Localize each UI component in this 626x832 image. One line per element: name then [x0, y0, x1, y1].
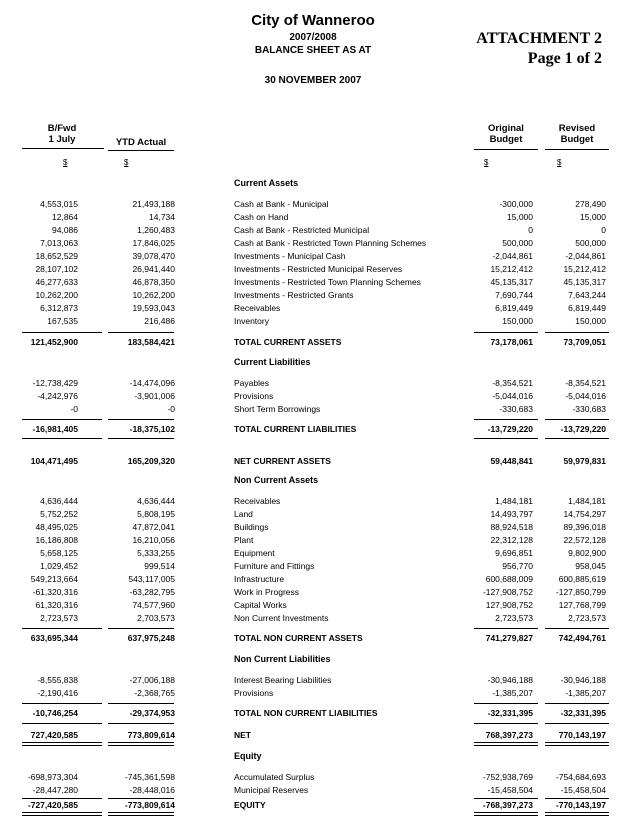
ytd-value: 74,577,960: [132, 600, 175, 610]
revised-value: 7,643,244: [568, 290, 606, 300]
revised-value: 15,212,412: [563, 264, 606, 274]
non-current-asset-row: [0, 495, 626, 508]
original-value: 150,000: [502, 316, 533, 326]
rule-line: [545, 723, 609, 724]
revised-value: 742,494,761: [558, 633, 606, 643]
ytd-value: 999,514: [144, 561, 175, 571]
revised-value: 45,135,317: [563, 277, 606, 287]
rule-line: [474, 628, 538, 629]
line-description: TOTAL NON CURRENT LIABILITIES: [234, 708, 378, 718]
ytd-value: 21,493,188: [132, 199, 175, 209]
non-current-asset-row: [0, 599, 626, 612]
col-ytd-header: [108, 137, 174, 148]
original-value: -5,044,016: [492, 391, 533, 401]
rule-line: [22, 332, 102, 333]
rule-line: [108, 438, 174, 439]
col-ytd-underline: [108, 150, 174, 151]
bfwd-value: 48,495,025: [35, 522, 78, 532]
revised-value: -754,684,693: [555, 772, 606, 782]
current-liability-row: [0, 390, 626, 403]
bfwd-value: 4,636,444: [40, 496, 78, 506]
ytd-value: -0: [167, 404, 175, 414]
rule-line: [108, 723, 174, 724]
rule-line: [545, 438, 609, 439]
line-description: Non Current Investments: [234, 613, 329, 623]
double-rule: [474, 812, 538, 816]
bfwd-value: -4,242,976: [37, 391, 78, 401]
line-description: TOTAL NON CURRENT ASSETS: [234, 633, 363, 643]
line-description: NET: [234, 730, 251, 740]
ytd-value: 19,593,043: [132, 303, 175, 313]
line-description: Accumulated Surplus: [234, 772, 315, 782]
currency-ytd: $: [124, 158, 129, 167]
bfwd-value: 46,277,633: [35, 277, 78, 287]
bfwd-value: 7,013,063: [40, 238, 78, 248]
bfwd-value: 94,086: [52, 225, 78, 235]
ytd-value: 165,209,320: [127, 456, 175, 466]
revised-value: 958,045: [575, 561, 606, 571]
double-rule: [108, 812, 174, 816]
rule-line: [545, 628, 609, 629]
col-bfwd-line2: 1 July: [48, 134, 76, 145]
original-value: -13,729,220: [487, 424, 533, 434]
section-equity: Equity: [234, 751, 262, 761]
original-value: -330,683: [499, 404, 533, 414]
rule-line: [22, 438, 102, 439]
line-description: Investments - Restricted Town Planning Schemes: [234, 277, 421, 287]
original-value: -8,354,521: [492, 378, 533, 388]
line-description: Receivables: [234, 496, 281, 506]
bfwd-value: -61,320,316: [32, 587, 78, 597]
current-asset-row: [0, 250, 626, 263]
line-description: EQUITY: [234, 800, 266, 810]
rule-line: [545, 419, 609, 420]
line-description: Land: [234, 509, 253, 519]
ytd-value: 2,703,573: [137, 613, 175, 623]
page-label: Page 1 of 2: [527, 50, 602, 67]
ytd-value: 183,584,421: [127, 337, 175, 347]
col-revised-header: [545, 123, 609, 145]
currency-revised: $: [557, 158, 562, 167]
current-asset-row: [0, 237, 626, 250]
total-equity-row: [0, 799, 626, 812]
bfwd-value: 121,452,900: [30, 337, 78, 347]
line-description: Furniture and Fittings: [234, 561, 315, 571]
revised-value: -330,683: [572, 404, 606, 414]
current-liability-row: [0, 377, 626, 390]
equity-row: [0, 771, 626, 784]
fiscal-year: 2007/2008: [289, 32, 337, 43]
org-title: City of Wanneroo: [251, 12, 375, 29]
revised-value: 500,000: [575, 238, 606, 248]
revised-value: 59,979,831: [563, 456, 606, 466]
original-value: 768,397,273: [485, 730, 533, 740]
double-rule: [22, 812, 102, 816]
bfwd-value: 727,420,585: [30, 730, 78, 740]
original-value: 956,770: [502, 561, 533, 571]
original-value: 15,212,412: [490, 264, 533, 274]
original-value: -2,044,861: [492, 251, 533, 261]
revised-value: 15,000: [580, 212, 606, 222]
non-current-liability-row: [0, 674, 626, 687]
ytd-value: -14,474,096: [129, 378, 175, 388]
revised-value: 2,723,573: [568, 613, 606, 623]
bfwd-value: 5,752,252: [40, 509, 78, 519]
line-description: Cash at Bank - Restricted Town Planning Schemes: [234, 238, 427, 248]
rule-line: [474, 438, 538, 439]
revised-value: 89,396,018: [563, 522, 606, 532]
rule-line: [22, 419, 102, 420]
bfwd-value: -698,973,304: [27, 772, 78, 782]
bfwd-value: -2,190,416: [37, 688, 78, 698]
non-current-asset-row: [0, 534, 626, 547]
revised-value: -1,385,207: [565, 688, 606, 698]
bfwd-value: -28,447,280: [32, 785, 78, 795]
ytd-value: 5,808,195: [137, 509, 175, 519]
original-value: 6,819,449: [495, 303, 533, 313]
ytd-value: -3,901,006: [134, 391, 175, 401]
col-bfwd-line1: B/Fwd: [47, 123, 77, 134]
line-description: Provisions: [234, 391, 274, 401]
revised-value: -8,354,521: [565, 378, 606, 388]
rule-line: [545, 332, 609, 333]
original-value: -1,385,207: [492, 688, 533, 698]
line-description: Inventory: [234, 316, 269, 326]
col-bfwd-header: [22, 123, 102, 145]
double-rule: [545, 742, 609, 746]
ytd-value: -28,448,016: [129, 785, 175, 795]
equity-row: [0, 784, 626, 797]
ytd-value: -2,368,765: [134, 688, 175, 698]
col-original-header: [474, 123, 538, 145]
total-current-assets-row: [0, 336, 626, 349]
non-current-asset-row: [0, 521, 626, 534]
bfwd-value: 6,312,873: [40, 303, 78, 313]
revised-value: -13,729,220: [560, 424, 606, 434]
revised-value: 22,572,128: [563, 535, 606, 545]
bfwd-value: 167,535: [47, 316, 78, 326]
line-description: TOTAL CURRENT ASSETS: [234, 337, 342, 347]
report-subtitle: BALANCE SHEET AS AT: [254, 45, 372, 56]
bfwd-value: 5,658,125: [40, 548, 78, 558]
bfwd-value: -16,981,405: [32, 424, 78, 434]
ytd-value: -773,809,614: [124, 800, 175, 810]
revised-value: -2,044,861: [565, 251, 606, 261]
bfwd-value: 18,652,529: [35, 251, 78, 261]
bfwd-value: 61,320,316: [35, 600, 78, 610]
line-description: Capital Works: [234, 600, 287, 610]
total-non-current-liabilities-row: [0, 707, 626, 720]
double-rule: [545, 812, 609, 816]
ytd-value: 26,941,440: [132, 264, 175, 274]
line-description: Short Term Borrowings: [234, 404, 321, 414]
original-value: -30,946,188: [487, 675, 533, 685]
ytd-value: -745,361,598: [124, 772, 175, 782]
col-revised-line2: Budget: [560, 134, 594, 145]
col-ytd-label: YTD Actual: [115, 137, 167, 148]
revised-value: -127,850,799: [555, 587, 606, 597]
original-value: 73,178,061: [490, 337, 533, 347]
revised-value: -770,143,197: [555, 800, 606, 810]
total-non-current-assets-row: [0, 632, 626, 645]
original-value: 0: [528, 225, 533, 235]
current-asset-row: [0, 224, 626, 237]
double-rule: [474, 742, 538, 746]
section-current-liabilities: Current Liabilities: [234, 357, 311, 367]
ytd-value: 637,975,248: [127, 633, 175, 643]
original-value: 45,135,317: [490, 277, 533, 287]
rule-line: [108, 703, 174, 704]
revised-value: 127,768,799: [558, 600, 606, 610]
ytd-value: 17,846,025: [132, 238, 175, 248]
original-value: 59,448,841: [490, 456, 533, 466]
non-current-asset-row: [0, 560, 626, 573]
current-asset-row: [0, 302, 626, 315]
revised-value: 770,143,197: [558, 730, 606, 740]
original-value: -768,397,273: [482, 800, 533, 810]
section-current-assets: Current Assets: [234, 178, 299, 188]
rule-line: [22, 628, 102, 629]
revised-value: 600,885,619: [558, 574, 606, 584]
revised-value: -5,044,016: [565, 391, 606, 401]
double-rule: [108, 742, 174, 746]
report-date: 30 NOVEMBER 2007: [264, 75, 362, 86]
line-description: Cash on Hand: [234, 212, 289, 222]
revised-value: -30,946,188: [560, 675, 606, 685]
revised-value: 73,709,051: [563, 337, 606, 347]
current-asset-row: [0, 289, 626, 302]
non-current-asset-row: [0, 612, 626, 625]
line-description: Plant: [234, 535, 254, 545]
ytd-value: 543,117,005: [128, 574, 175, 584]
rule-line: [474, 419, 538, 420]
ytd-value: 46,878,350: [132, 277, 175, 287]
line-description: Cash at Bank - Restricted Municipal: [234, 225, 370, 235]
bfwd-value: 1,029,452: [40, 561, 78, 571]
original-value: 600,688,009: [485, 574, 533, 584]
current-asset-row: [0, 263, 626, 276]
bfwd-value: -8,555,838: [37, 675, 78, 685]
ytd-value: -27,006,188: [129, 675, 175, 685]
bfwd-value: 10,262,200: [35, 290, 78, 300]
line-description: Investments - Municipal Cash: [234, 251, 346, 261]
original-value: 22,312,128: [490, 535, 533, 545]
section-non-current-liabilities: Non Current Liabilities: [234, 654, 331, 664]
ytd-value: -63,282,795: [129, 587, 175, 597]
rule-line: [108, 419, 174, 420]
bfwd-value: 16,186,808: [35, 535, 78, 545]
rule-line: [22, 723, 102, 724]
current-asset-row: [0, 198, 626, 211]
ytd-value: -29,374,953: [129, 708, 175, 718]
bfwd-value: -10,746,254: [32, 708, 78, 718]
bfwd-value: 4,553,015: [40, 199, 78, 209]
ytd-value: 16,210,056: [132, 535, 175, 545]
line-description: Work in Progress: [234, 587, 300, 597]
ytd-value: 47,872,041: [132, 522, 175, 532]
current-asset-row: [0, 315, 626, 328]
original-value: -15,458,504: [487, 785, 533, 795]
revised-value: 278,490: [575, 199, 606, 209]
original-value: 500,000: [502, 238, 533, 248]
bfwd-value: 549,213,664: [30, 574, 78, 584]
rule-line: [22, 703, 102, 704]
original-value: 2,723,573: [495, 613, 533, 623]
ytd-value: 39,078,470: [132, 251, 175, 261]
original-value: -127,908,752: [482, 587, 533, 597]
section-non-current-assets: Non Current Assets: [234, 475, 319, 485]
rule-line: [474, 703, 538, 704]
original-value: 7,690,744: [495, 290, 533, 300]
line-description: Municipal Reserves: [234, 785, 309, 795]
rule-line: [474, 723, 538, 724]
current-asset-row: [0, 276, 626, 289]
ytd-value: 4,636,444: [137, 496, 175, 506]
non-current-asset-row: [0, 547, 626, 560]
current-liability-row: [0, 403, 626, 416]
bfwd-value: -727,420,585: [27, 800, 78, 810]
original-value: 9,696,851: [495, 548, 533, 558]
revised-value: 1,484,181: [568, 496, 606, 506]
original-value: 14,493,797: [490, 509, 533, 519]
line-description: Interest Bearing Liabilities: [234, 675, 332, 685]
net-current-assets-row: [0, 455, 626, 468]
total-current-liabilities-row: [0, 423, 626, 436]
col-revised-underline: [545, 149, 609, 150]
col-revised-line1: Revised: [558, 123, 596, 134]
line-description: Buildings: [234, 522, 269, 532]
rule-line: [545, 703, 609, 704]
original-value: 1,484,181: [495, 496, 533, 506]
ytd-value: 216,486: [144, 316, 175, 326]
ytd-value: -18,375,102: [129, 424, 175, 434]
ytd-value: 14,734: [149, 212, 175, 222]
bfwd-value: 2,723,573: [40, 613, 78, 623]
bfwd-value: -0: [70, 404, 78, 414]
non-current-asset-row: [0, 573, 626, 586]
original-value: 88,924,518: [490, 522, 533, 532]
ytd-value: 773,809,614: [127, 730, 175, 740]
revised-value: 14,754,297: [563, 509, 606, 519]
col-original-underline: [474, 149, 538, 150]
rule-line: [474, 332, 538, 333]
original-value: -300,000: [499, 199, 533, 209]
line-description: Infrastructure: [234, 574, 285, 584]
bfwd-value: 12,864: [52, 212, 78, 222]
ytd-value: 5,333,255: [137, 548, 175, 558]
revised-value: 6,819,449: [568, 303, 606, 313]
rule-line: [108, 628, 174, 629]
net-row: [0, 729, 626, 742]
revised-value: 150,000: [575, 316, 606, 326]
bfwd-value: 104,471,495: [30, 456, 78, 466]
original-value: -752,938,769: [482, 772, 533, 782]
line-description: Investments - Restricted Grants: [234, 290, 354, 300]
revised-value: 9,802,900: [568, 548, 606, 558]
non-current-liability-row: [0, 687, 626, 700]
line-description: TOTAL CURRENT LIABILITIES: [234, 424, 357, 434]
col-bfwd-underline: [22, 148, 104, 149]
line-description: NET CURRENT ASSETS: [234, 456, 331, 466]
revised-value: 0: [601, 225, 606, 235]
double-rule: [22, 742, 102, 746]
line-description: Cash at Bank - Municipal: [234, 199, 329, 209]
line-description: Receivables: [234, 303, 281, 313]
original-value: 15,000: [507, 212, 533, 222]
currency-bfwd: $: [63, 158, 68, 167]
ytd-value: 10,262,200: [132, 290, 175, 300]
revised-value: -15,458,504: [560, 785, 606, 795]
line-description: Provisions: [234, 688, 274, 698]
non-current-asset-row: [0, 586, 626, 599]
non-current-asset-row: [0, 508, 626, 521]
col-original-line1: Original: [488, 123, 524, 134]
bfwd-value: -12,738,429: [32, 378, 78, 388]
original-value: -32,331,395: [487, 708, 533, 718]
ytd-value: 1,260,483: [137, 225, 175, 235]
line-description: Payables: [234, 378, 269, 388]
original-value: 127,908,752: [485, 600, 533, 610]
current-asset-row: [0, 211, 626, 224]
bfwd-value: 633,695,344: [30, 633, 78, 643]
attachment-label: ATTACHMENT 2: [476, 30, 602, 47]
original-value: 741,279,827: [485, 633, 533, 643]
revised-value: -32,331,395: [560, 708, 606, 718]
currency-original: $: [484, 158, 489, 167]
bfwd-value: 28,107,102: [35, 264, 78, 274]
line-description: Investments - Restricted Municipal Reserves: [234, 264, 403, 274]
rule-line: [108, 332, 174, 333]
col-original-line2: Budget: [489, 134, 523, 145]
line-description: Equipment: [234, 548, 275, 558]
